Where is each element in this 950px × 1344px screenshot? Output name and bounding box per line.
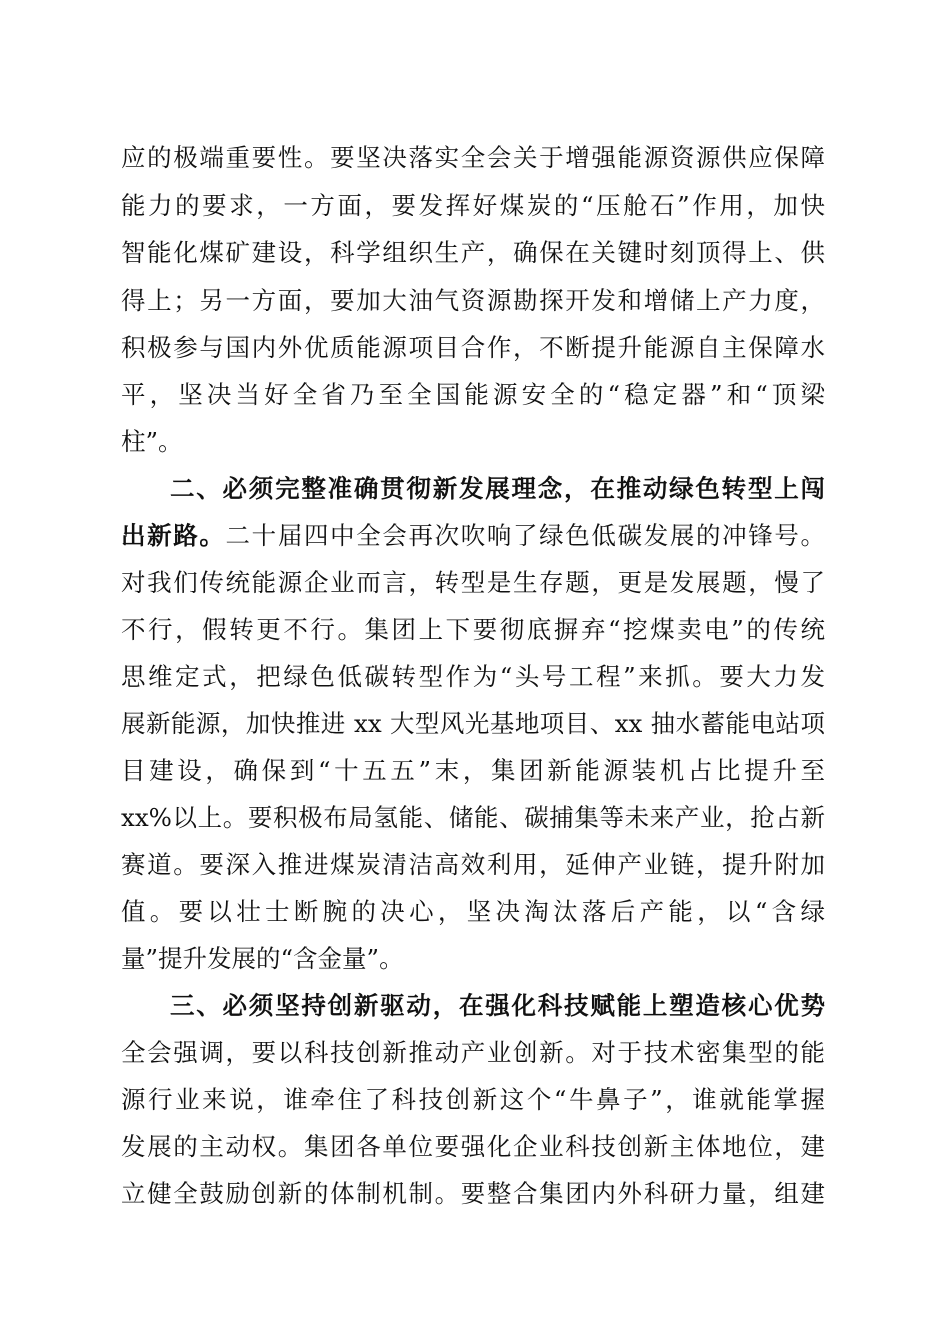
text-line: 赛道。要深入推进煤炭清洁高效利用，延伸产业链，提升附加	[121, 850, 825, 879]
text-line: 智能化煤矿建设，科学组织生产，确保在关键时刻顶得上、供	[121, 238, 825, 267]
text-line: 展新能源，加快推进 xx 大型风光基地项目、xx 抽水蓄能电站项	[121, 709, 825, 738]
text-line: 目建设，确保到“十五五”末，集团新能源装机占比提升至	[121, 756, 825, 785]
text-run: 二十届四中全会再次吹响了绿色低碳发展的冲锋号。	[225, 521, 826, 550]
text-line: 全会强调，要以科技创新推动产业创新。对于技术密集型的能	[121, 1038, 825, 1067]
text-line: 积极参与国内外优质能源项目合作，不断提升能源自主保障水	[121, 333, 825, 362]
text-line: 值。要以壮士断腕的决心，坚决淘汰落后产能，以“含绿	[121, 897, 825, 926]
text-line: 得上；另一方面，要加大油气资源勘探开发和增储上产力度，	[121, 286, 825, 315]
text-line: 平，坚决当好全省乃至全国能源安全的“稳定器”和“顶梁	[121, 380, 825, 409]
text-line: 应的极端重要性。要坚决落实全会关于增强能源资源供应保障	[121, 143, 825, 172]
text-line: 能力的要求，一方面，要发挥好煤炭的“压舱石”作用，加快	[121, 191, 825, 220]
text-line: 立健全鼓励创新的体制机制。要整合集团内外科研力量，组建	[121, 1179, 825, 1208]
section-heading: 三、必须坚持创新驱动，在强化科技赋能上塑造核心优势	[170, 991, 825, 1020]
text-line: 柱”。	[121, 427, 183, 456]
text-line: 发展的主动权。集团各单位要强化企业科技创新主体地位，建	[121, 1132, 825, 1161]
section-heading-end: 出新路。	[121, 521, 226, 550]
text-line: 对我们传统能源企业而言，转型是生存题，更是发展题，慢了	[121, 568, 825, 597]
text-line: 量”提升发展的“含金量”。	[121, 944, 404, 973]
text-line	[121, 516, 825, 556]
text-line: 源行业来说，谁牵住了科技创新这个“牛鼻子”，谁就能掌握	[121, 1085, 825, 1114]
text-line: 不行，假转更不行。集团上下要彻底摒弃“挖煤卖电”的传统	[121, 615, 825, 644]
text-line: 思维定式，把绿色低碳转型作为“头号工程”来抓。要大力发	[121, 662, 825, 691]
text-line: xx%以上。要积极布局氢能、储能、碳捕集等未来产业，抢占新	[121, 803, 825, 832]
section-heading: 二、必须完整准确贯彻新发展理念，在推动绿色转型上闯	[170, 474, 825, 503]
